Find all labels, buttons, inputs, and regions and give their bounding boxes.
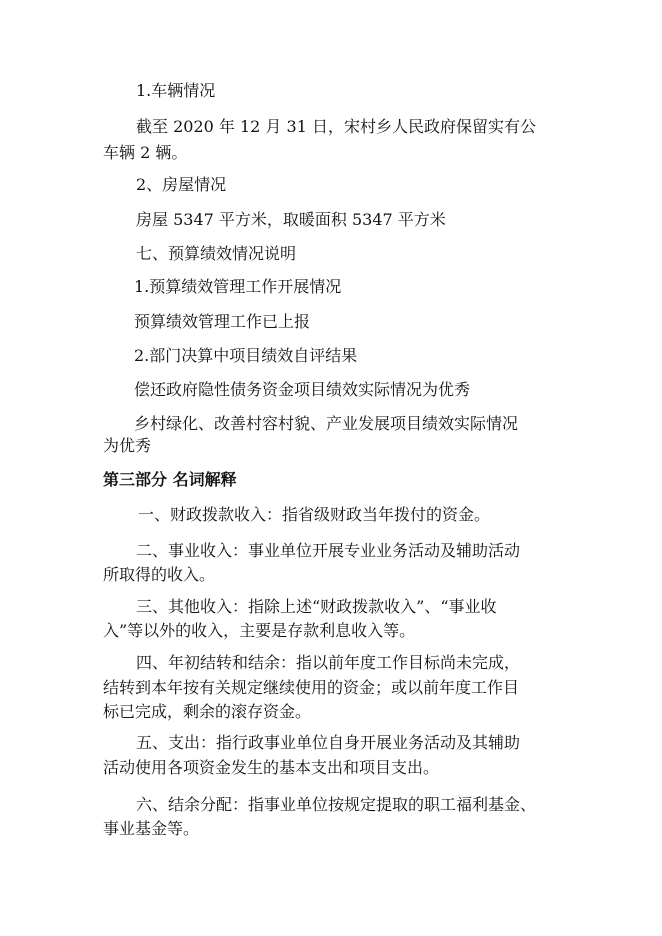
definition-3-line-1: 三、其他收入：指除上述“财政拨款收入”、“事业收 bbox=[136, 597, 497, 616]
definition-5-line-2: 活动使用各项资金发生的基本支出和项目支出。 bbox=[103, 758, 440, 777]
definition-2-line-1: 二、事业收入：事业单位开展专业业务活动及辅助活动 bbox=[136, 541, 521, 560]
definition-2-line-2: 所取得的收入。 bbox=[103, 565, 216, 584]
vehicle-text-line-2: 车辆 2 辆。 bbox=[103, 143, 188, 162]
performance-item-1-text: 预算绩效管理工作已上报 bbox=[134, 312, 311, 331]
definition-1: 一、财政拨款收入：指省级财政当年拨付的资金。 bbox=[138, 505, 491, 524]
section-title-vehicles: 1.车辆情况 bbox=[136, 81, 216, 100]
section-title-housing: 2、房屋情况 bbox=[136, 175, 227, 194]
definition-4-line-2: 结转到本年按有关规定继续使用的资金；或以前年度工作目 bbox=[103, 678, 520, 697]
vehicle-text-line-1: 截至 2020 年 12 月 31 日，宋村乡人民政府保留实有公 bbox=[136, 117, 536, 136]
definition-4-line-1: 四、年初结转和结余：指以前年度工作目标尚未完成， bbox=[136, 653, 521, 672]
definition-6-line-1: 六、结余分配：指事业单位按规定提取的职工福利基金、 bbox=[136, 795, 537, 814]
housing-text: 房屋 5347 平方米，取暖面积 5347 平方米 bbox=[136, 210, 446, 229]
definition-6-line-2: 事业基金等。 bbox=[103, 819, 200, 838]
definition-5-line-1: 五、支出：指行政事业单位自身开展业务活动及其辅助 bbox=[136, 733, 521, 752]
performance-item-2-text-2-line-1: 乡村绿化、改善村容村貌、产业发展项目绩效实际情况 bbox=[134, 414, 519, 433]
performance-item-2-text-2-line-2: 为优秀 bbox=[103, 436, 152, 455]
definition-3-line-2: 入”等以外的收入，主要是存款利息收入等。 bbox=[103, 621, 416, 640]
performance-item-1-title: 1.预算绩效管理工作开展情况 bbox=[134, 277, 342, 296]
section-title-budget-performance: 七、预算绩效情况说明 bbox=[136, 244, 297, 263]
performance-item-2-text-1: 偿还政府隐性债务资金项目绩效实际情况为优秀 bbox=[134, 380, 471, 399]
definition-4-line-3: 标已完成，剩余的滚存资金。 bbox=[103, 702, 312, 721]
performance-item-2-title: 2.部门决算中项目绩效自评结果 bbox=[134, 346, 358, 365]
part-three-title: 第三部分 名词解释 bbox=[103, 470, 237, 489]
